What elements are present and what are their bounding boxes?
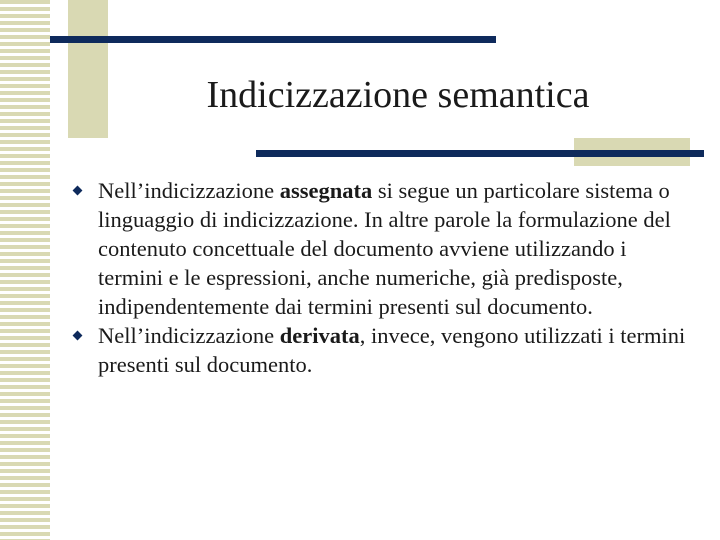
bullet-item [72, 176, 692, 321]
olive-accent-block-top [68, 0, 108, 138]
diamond-bullet-icon [73, 331, 83, 341]
diamond-bullet-icon [73, 186, 83, 196]
bullet-item [72, 321, 692, 379]
bullet-text-before: Nell’indicizzazione [98, 178, 280, 203]
bullet-list [72, 176, 692, 379]
top-accent-line [50, 36, 496, 43]
bullet-text-after: , invece, vengono utilizzati i termini presenti sul documento. [98, 323, 686, 377]
bullet-text-before: Nell’indicizzazione [98, 323, 280, 348]
left-striped-bar [0, 0, 50, 540]
bottom-accent-line [256, 150, 704, 157]
bullet-text-bold: assegnata [279, 178, 373, 203]
bullet-text-bold: derivata [279, 323, 360, 348]
bullet-text-after: si segue un particolare sistema o linguaggio di indicizzazione. In altre parole la formulazione del contenuto concettuale del documento avviene utilizzando i termini e le espressioni, anche numeriche, già predisposte, indipendentemente dai termini presenti sul documento. [98, 178, 671, 319]
slide-title: Indicizzazione semantica [206, 74, 590, 116]
